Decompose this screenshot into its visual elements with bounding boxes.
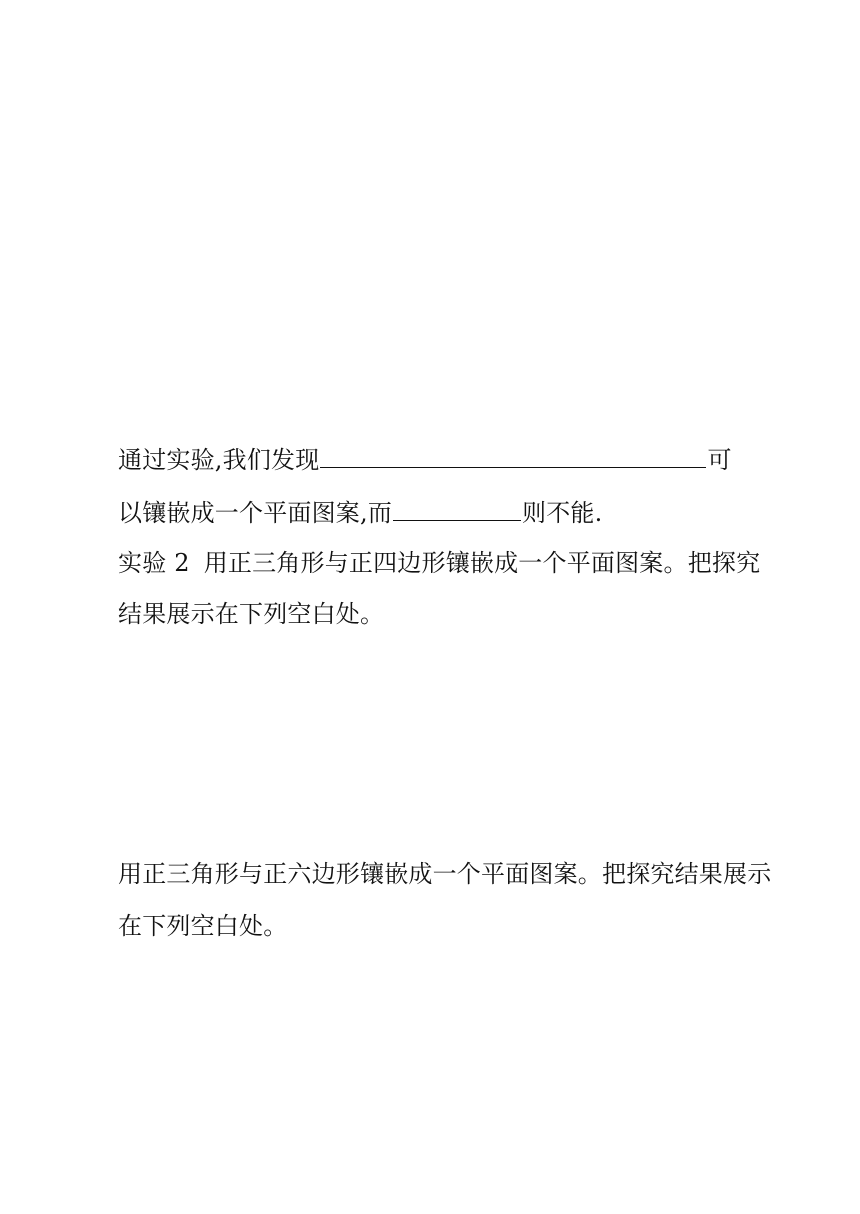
finding-suffix-text: 可 [707,446,732,474]
finding-line-1 [118,443,732,477]
paragraph3-line-1 [118,857,771,891]
answer-blank-1[interactable] [320,443,706,468]
finding-prefix-text: 通过实验,我们发现 [118,446,320,474]
finding-line2-suffix-text: 则不能. [522,499,603,527]
paragraph3-text-2: 在下列空白处。 [118,912,288,940]
paragraph3-line-2 [118,909,287,943]
experiment2-text-2: 结果展示在下列空白处。 [118,600,385,628]
experiment2-text-1: 用正三角形与正四边形镶嵌成一个平面图案。把探究 [203,549,761,577]
experiment2-line-1 [118,546,760,580]
finding-line2-prefix-text: 以镶嵌成一个平面图案,而 [118,499,393,527]
finding-line-2 [118,496,602,530]
experiment2-line-2 [118,597,384,631]
experiment2-label: 实验 2 [118,549,190,577]
paragraph3-text-1: 用正三角形与正六边形镶嵌成一个平面图案。把探究结果展示 [118,860,772,888]
answer-blank-2[interactable] [393,496,521,521]
